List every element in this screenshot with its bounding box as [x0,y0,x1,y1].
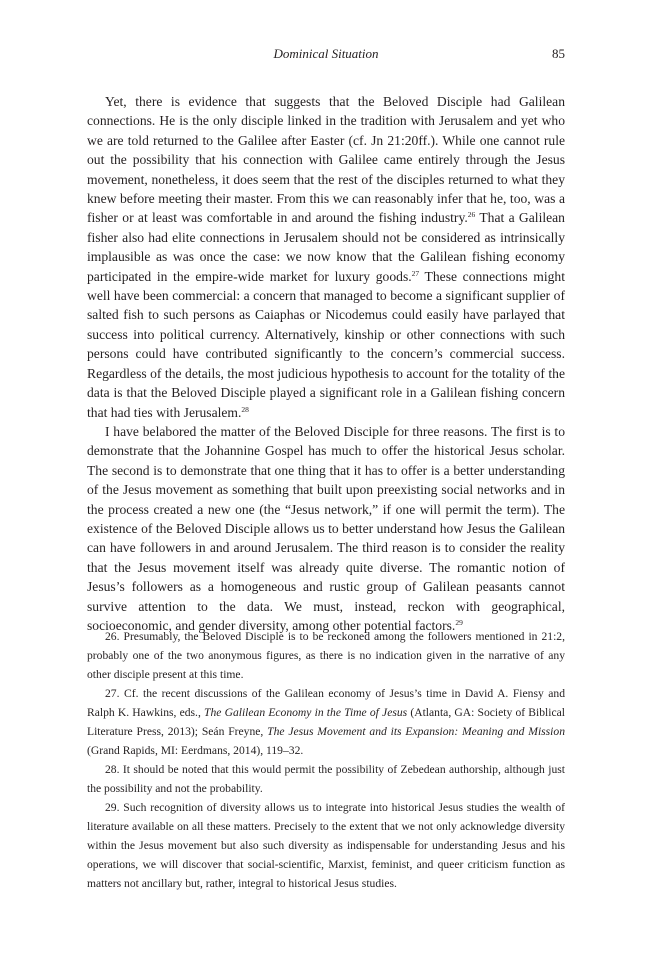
footnote-27-book-title-1: The Galilean Economy in the Time of Jesus [204,706,408,719]
footnote-ref-28[interactable]: 28 [241,404,249,414]
footnotes [87,627,565,893]
paragraph-2 [87,422,565,635]
footnote-ref-26[interactable]: 26 [467,210,476,220]
footnote-28: 28. It should be noted that this would permit the possibility of Zebedean authorship, although just the possibility and not the probability. [87,763,565,795]
running-head [87,46,565,64]
footnote-29: 29. Such recognition of diversity allows us to integrate into historical Jesus studies the wealth of literature available on all these matters. Precisely to the extent that we not only acknowledge diversity within the Jesus movement but also such diversity as indispensable for understanding Jesus and his operations, we will discover that social-scientific, Marxist, feminist, and queer criticism function as matters not ancillary but, rather, integral to historical Jesus studies. [87,801,565,890]
footnote-27-part-b: (Atlanta, GA: Society of Biblical Literature Press, 2013); Seán Freyne, [87,706,566,738]
footnote-27 [87,684,565,760]
body-text [87,92,565,635]
footnote-27-book-title-2: The Jesus Movement and its Expansion: Meaning and Mission [267,725,566,738]
footnote-27-part-c: (Grand Rapids, MI: Eerdmans, 2014), 119–32. [87,744,304,757]
footnote-27-part-a: 27. Cf. the recent discussions of the Galilean economy of Jesus’s time in David A. Fiensy and Ralph K. Hawkins, eds., [87,687,565,719]
paragraph-1-part-c: These connections might well have been commercial: a concern that managed to become a significant supplier of salted fish to such persons as Caiaphas or Nicodemus could easily have parlayed that success into political currency. Alternatively, kinship or other connections with such persons could have contributed significantly to the concern’s commercial success. Regardless of the details, the most judicious hypothesis to account for the totality of the data is that the Beloved Disciple played a significant role in a Galilean fishing concern that had ties with Jerusalem. [87,268,565,420]
footnote-ref-29[interactable]: 29 [455,617,463,627]
footnote-26: 26. Presumably, the Beloved Disciple is to be reckoned among the followers mentioned in 21:2, probably one of the two anonymous figures, as there is no indication given in the narrative of any other disciple present at this time. [87,630,565,681]
running-title: Dominical Situation [273,46,379,61]
footnote-ref-27[interactable]: 27 [411,268,420,278]
paragraph-1-part-a: Yet, there is evidence that suggests that the Beloved Disciple had Galilean connections. He is the only disciple linked in the tradition with Jerusalem and yet who we are told returned to the Galilee after Easter (cf. Jn 21:20ff.). While one cannot rule out the possibility that his connection with Galilee came entirely through the Jesus movement, nonetheless, it does seem that the rest of the disciples returned to what they knew before meeting their master. From this we can reasonably infer that he, too, was a fisher or at least was comfortable in and around the fishing industry. [87,94,565,226]
page-number: 85 [552,46,565,61]
paragraph-2-text: I have belabored the matter of the Beloved Disciple for three reasons. The first is to demonstrate that the Johannine Gospel has much to offer the historical Jesus scholar. The second is to demonstrate that one thing that it has to offer is a better understanding of the Jesus movement as something that built upon preexisting social networks and in the process created a new one (the “Jesus network,” if one will permit the term). The existence of the Beloved Disciple allows us to better understand how Jesus the Galilean can have followers in and around Jerusalem. The third reason is to consider the reality that the Jesus movement itself was already quite diverse. The romantic notion of Jesus’s followers as a homogeneous and rustic group of Galilean peasants cannot survive attention to the data. We must, instead, reckon with geographical, socioeconomic, and gender diversity, among other potential factors. [87,423,565,633]
paragraph-1-part-b: That a Galilean fisher also had elite connections in Jerusalem should not be considered as intrinsically implausible as was once the case: we now know that the Galilean fishing economy participated in the empire-wide market for luxury goods. [87,210,565,284]
paragraph-1 [87,92,565,422]
